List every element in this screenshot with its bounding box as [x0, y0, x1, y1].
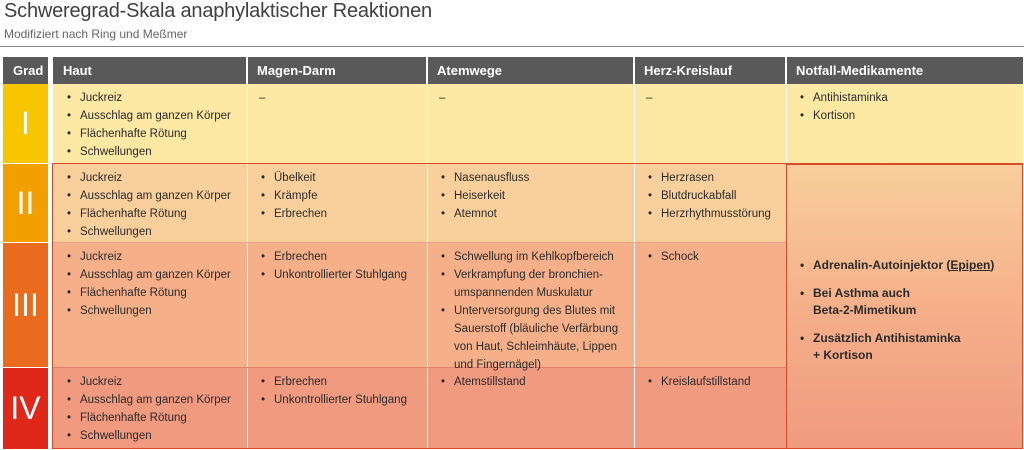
list-item: • Flächenhafte Rötung: [65, 205, 239, 223]
list-item: • Atemnot: [439, 205, 626, 223]
row-I-herz-cell: [634, 84, 786, 107]
grade-I-badge: I: [3, 84, 48, 163]
row-I-magen-cell: [247, 84, 427, 107]
item-text: Adrenalin-Autoinjektor (: [813, 258, 951, 272]
column-divider: [634, 84, 635, 449]
list-item: [439, 266, 626, 302]
list-item: • Schwellungen: [65, 302, 239, 320]
header-separator: [633, 57, 635, 84]
item-line: Verkrampfung der bronchien-: [454, 269, 603, 281]
list-item: • Blutdruckabfall: [646, 187, 778, 205]
title-divider: [0, 46, 1024, 47]
list-item: • Schwellungen: [65, 223, 239, 241]
list-item: • Erbrechen: [259, 248, 419, 266]
list-item: • Kreislaufstillstand: [646, 373, 778, 391]
list-item: • Flächenhafte Rötung: [65, 409, 239, 427]
row-II-atem-cell: [427, 164, 634, 223]
page-title: Schweregrad-Skala anaphylaktischer Reaktionen: [4, 0, 432, 22]
header-magen-darm: Magen-Darm: [247, 57, 427, 84]
item-line: und Fingernägel): [454, 359, 541, 371]
row-II-herz-cell: [634, 164, 786, 223]
grade-II-badge: II: [3, 164, 48, 242]
list-item: • Flächenhafte Rötung: [65, 284, 239, 302]
item-line: Beta-2-Mimetikum: [813, 303, 917, 317]
grade-III-badge: III: [3, 243, 48, 367]
header-herz-kreislauf: Herz-Kreislauf: [634, 57, 786, 84]
list-item: • Übelkeit: [259, 169, 419, 187]
list-item: • Schwellungen: [65, 143, 239, 161]
list-item: • Herzrasen: [646, 169, 778, 187]
list-item: • Schwellungen: [65, 427, 239, 445]
row-III-herz-cell: [634, 243, 786, 266]
list-item: • Schwellung im Kehlkopfbereich: [439, 248, 626, 266]
list-item: • Flächenhafte Rötung: [65, 125, 239, 143]
row-IV-atem-cell: [427, 368, 634, 391]
header-separator: [785, 57, 787, 84]
row-III-haut-cell: [53, 243, 247, 320]
list-item: • Unkontrollierter Stuhlgang: [259, 266, 419, 284]
list-item: • Ausschlag am ganzen Körper: [65, 187, 239, 205]
row-IV-herz-cell: [634, 368, 786, 391]
row-I-haut-cell: [53, 84, 247, 161]
empty-dash: –: [439, 92, 446, 104]
empty-dash: –: [646, 92, 653, 104]
row-IV-haut-cell: [53, 368, 247, 445]
list-item: [439, 302, 626, 374]
list-item: • Antihistaminka: [798, 89, 1015, 107]
list-item: • Unkontrollierter Stuhlgang: [259, 391, 419, 409]
header-atemwege: Atemwege: [427, 57, 634, 84]
list-item: • Herzrhythmusstörung: [646, 205, 778, 223]
item-line: + Kortison: [813, 348, 873, 362]
row-I-med-cell: [786, 84, 1023, 125]
merged-medication-cell: [786, 164, 1023, 449]
epipen-link[interactable]: Epipen: [950, 258, 991, 272]
list-item: • Ausschlag am ganzen Körper: [65, 391, 239, 409]
item-line: Unterversorgung des Blutes mit: [454, 305, 616, 317]
row-IV-magen-cell: [247, 368, 427, 409]
item-line: Bei Asthma auch: [813, 286, 910, 300]
row-III-atem-cell: [427, 243, 634, 374]
header-grad: Grad: [3, 57, 48, 84]
list-item: • Ausschlag am ganzen Körper: [65, 107, 239, 125]
header-haut: Haut: [53, 57, 247, 84]
item-line: von Haut, Schleimhäute, Lippen: [454, 341, 618, 353]
list-item: • Kortison: [798, 107, 1015, 125]
item-line: Sauerstoff (bläuliche Verfärbung: [454, 323, 619, 335]
item-line: Zusätzlich Antihistaminka: [813, 331, 961, 345]
list-item: • Juckreiz: [65, 373, 239, 391]
page-subtitle: Modifiziert nach Ring und Meßmer: [4, 27, 188, 41]
item-text: ): [990, 258, 995, 272]
list-item: • Atemstillstand: [439, 373, 626, 391]
row-II-haut-cell: [53, 164, 247, 241]
list-item: [799, 285, 1012, 319]
list-item: [799, 257, 1012, 274]
header-notfall-medikamente: Notfall-Medikamente: [786, 57, 1023, 84]
list-item: • Nasenausfluss: [439, 169, 626, 187]
list-item: • Erbrechen: [259, 373, 419, 391]
row-III-magen-cell: [247, 243, 427, 284]
list-item: • Erbrechen: [259, 205, 419, 223]
header-separator: [246, 57, 248, 84]
list-item: • Juckreiz: [65, 89, 239, 107]
list-item: • Heiserkeit: [439, 187, 626, 205]
item-line: umspannenden Muskulatur: [454, 287, 593, 299]
row-II-magen-cell: [247, 164, 427, 223]
list-item: • Juckreiz: [65, 169, 239, 187]
list-item: • Juckreiz: [65, 248, 239, 266]
header-separator: [51, 57, 53, 84]
header-separator: [426, 57, 428, 84]
list-item: • Ausschlag am ganzen Körper: [65, 266, 239, 284]
grade-IV-badge: IV: [3, 368, 48, 449]
list-item: • Krämpfe: [259, 187, 419, 205]
row-I-atem-cell: [427, 84, 634, 107]
list-item: [799, 330, 1012, 364]
list-item: • Schock: [646, 248, 778, 266]
empty-dash: –: [259, 92, 266, 104]
